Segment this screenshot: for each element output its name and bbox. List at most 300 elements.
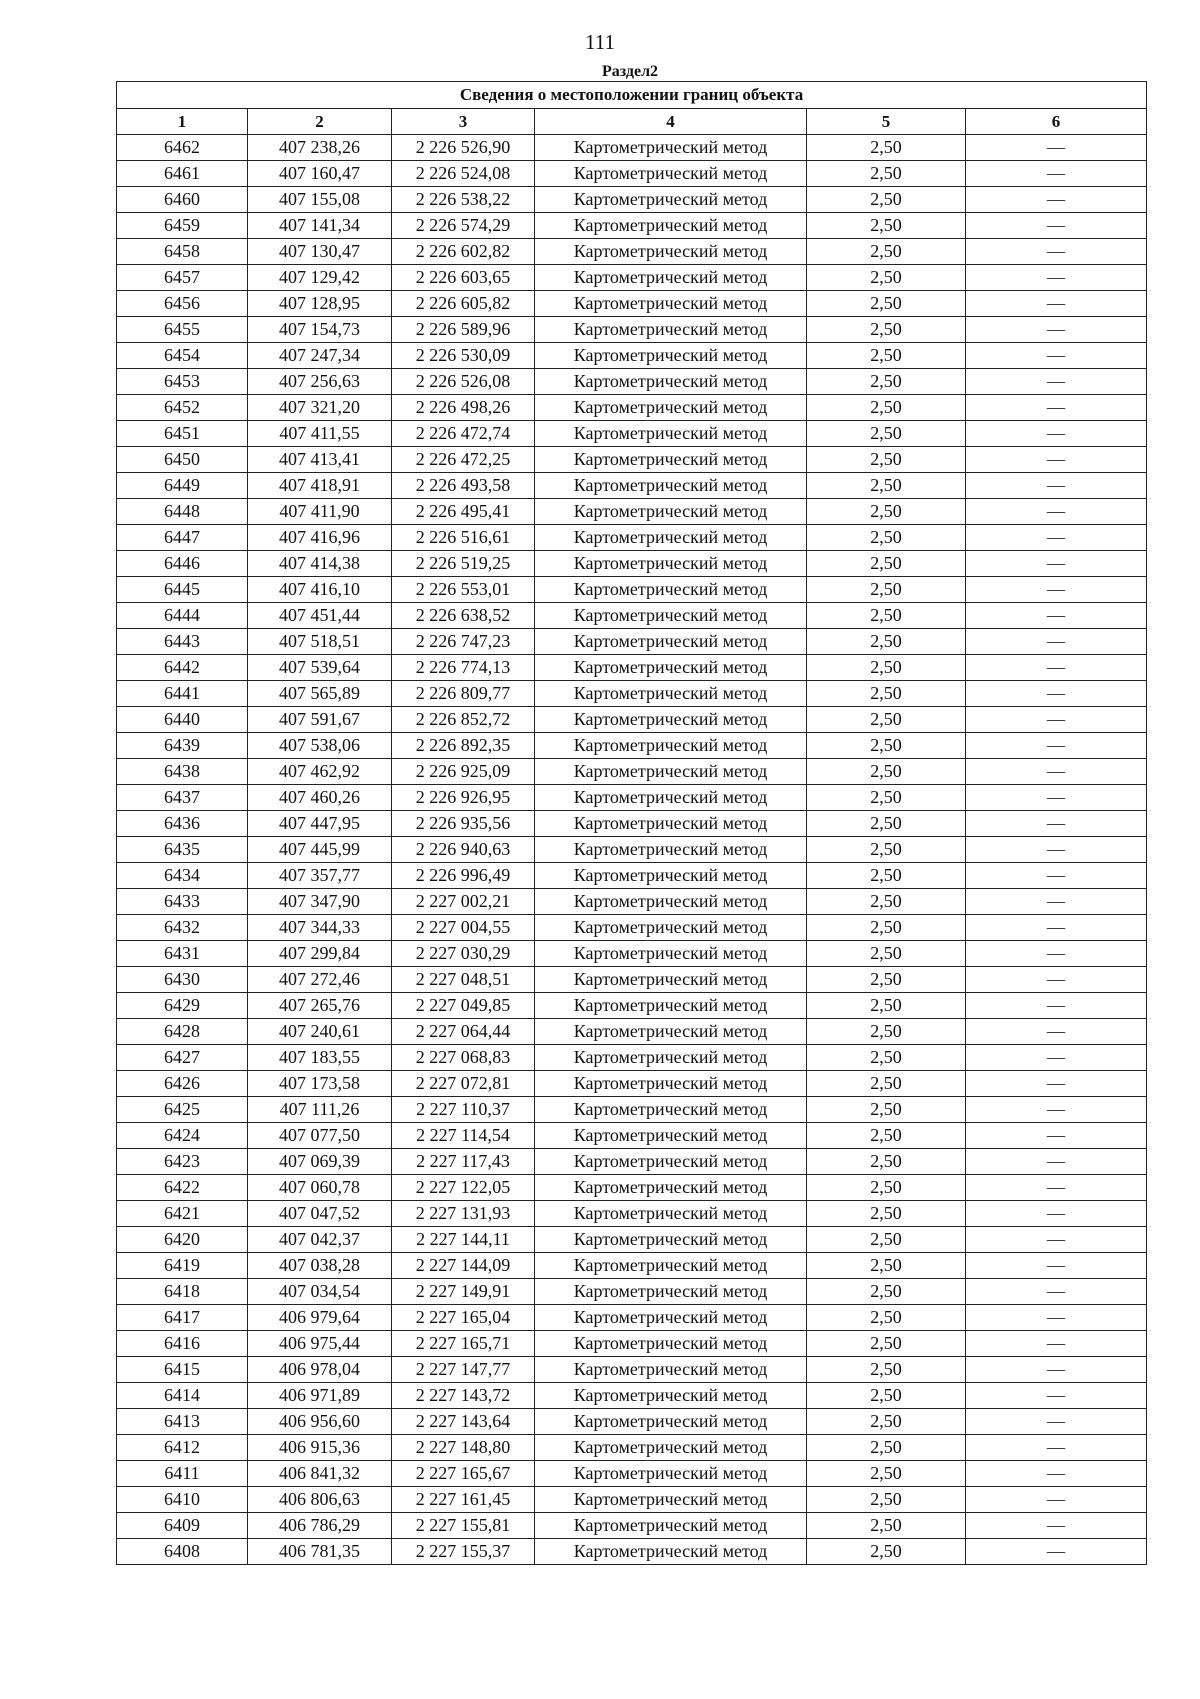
method-cell: Картометрический метод — [535, 1279, 807, 1305]
y-coordinate-cell: 2 226 553,01 — [392, 577, 535, 603]
x-coordinate-cell: 406 781,35 — [248, 1539, 392, 1565]
method-cell: Картометрический метод — [535, 1487, 807, 1513]
accuracy-cell: 2,50 — [807, 603, 966, 629]
table-row — [117, 707, 1147, 733]
y-coordinate-cell: 2 226 526,90 — [392, 135, 535, 161]
x-coordinate-cell: 407 077,50 — [248, 1123, 392, 1149]
y-coordinate-cell: 2 227 117,43 — [392, 1149, 535, 1175]
method-cell: Картометрический метод — [535, 161, 807, 187]
x-coordinate-cell: 407 321,20 — [248, 395, 392, 421]
point-number-cell: 6457 — [117, 265, 248, 291]
accuracy-cell: 2,50 — [807, 473, 966, 499]
note-cell: — — [966, 1019, 1147, 1045]
table-row — [117, 1123, 1147, 1149]
note-cell: — — [966, 681, 1147, 707]
table-row — [117, 1331, 1147, 1357]
y-coordinate-cell: 2 227 165,67 — [392, 1461, 535, 1487]
y-coordinate-cell: 2 226 925,09 — [392, 759, 535, 785]
y-coordinate-cell: 2 226 996,49 — [392, 863, 535, 889]
method-cell: Картометрический метод — [535, 707, 807, 733]
y-coordinate-cell: 2 227 048,51 — [392, 967, 535, 993]
column-header: 6 — [966, 109, 1147, 135]
table-row — [117, 1409, 1147, 1435]
accuracy-cell: 2,50 — [807, 551, 966, 577]
y-coordinate-cell: 2 227 155,37 — [392, 1539, 535, 1565]
x-coordinate-cell: 407 416,10 — [248, 577, 392, 603]
table-row — [117, 1149, 1147, 1175]
point-number-cell: 6421 — [117, 1201, 248, 1227]
accuracy-cell: 2,50 — [807, 1045, 966, 1071]
column-header: 5 — [807, 109, 966, 135]
point-number-cell: 6462 — [117, 135, 248, 161]
table-row — [117, 655, 1147, 681]
y-coordinate-cell: 2 227 004,55 — [392, 915, 535, 941]
method-cell: Картометрический метод — [535, 863, 807, 889]
column-header: 2 — [248, 109, 392, 135]
note-cell: — — [966, 369, 1147, 395]
accuracy-cell: 2,50 — [807, 681, 966, 707]
point-number-cell: 6409 — [117, 1513, 248, 1539]
table-row — [117, 1201, 1147, 1227]
method-cell: Картометрический метод — [535, 941, 807, 967]
note-cell: — — [966, 837, 1147, 863]
x-coordinate-cell: 407 155,08 — [248, 187, 392, 213]
note-cell: — — [966, 993, 1147, 1019]
accuracy-cell: 2,50 — [807, 447, 966, 473]
x-coordinate-cell: 407 416,96 — [248, 525, 392, 551]
table-row — [117, 1487, 1147, 1513]
point-number-cell: 6418 — [117, 1279, 248, 1305]
point-number-cell: 6459 — [117, 213, 248, 239]
y-coordinate-cell: 2 226 498,26 — [392, 395, 535, 421]
x-coordinate-cell: 407 154,73 — [248, 317, 392, 343]
x-coordinate-cell: 407 299,84 — [248, 941, 392, 967]
point-number-cell: 6448 — [117, 499, 248, 525]
accuracy-cell: 2,50 — [807, 707, 966, 733]
method-cell: Картометрический метод — [535, 317, 807, 343]
y-coordinate-cell: 2 227 064,44 — [392, 1019, 535, 1045]
accuracy-cell: 2,50 — [807, 941, 966, 967]
point-number-cell: 6450 — [117, 447, 248, 473]
method-cell: Картометрический метод — [535, 1461, 807, 1487]
x-coordinate-cell: 407 565,89 — [248, 681, 392, 707]
y-coordinate-cell: 2 226 524,08 — [392, 161, 535, 187]
method-cell: Картометрический метод — [535, 135, 807, 161]
point-number-cell: 6461 — [117, 161, 248, 187]
coordinates-table — [116, 81, 1147, 1565]
note-cell: — — [966, 1227, 1147, 1253]
method-cell: Картометрический метод — [535, 291, 807, 317]
y-coordinate-cell: 2 227 144,11 — [392, 1227, 535, 1253]
table-row — [117, 785, 1147, 811]
x-coordinate-cell: 406 915,36 — [248, 1435, 392, 1461]
note-cell: — — [966, 499, 1147, 525]
table-row — [117, 291, 1147, 317]
table-row — [117, 161, 1147, 187]
method-cell: Картометрический метод — [535, 915, 807, 941]
accuracy-cell: 2,50 — [807, 499, 966, 525]
accuracy-cell: 2,50 — [807, 1513, 966, 1539]
y-coordinate-cell: 2 226 526,08 — [392, 369, 535, 395]
x-coordinate-cell: 407 347,90 — [248, 889, 392, 915]
table-row — [117, 889, 1147, 915]
note-cell: — — [966, 1383, 1147, 1409]
note-cell: — — [966, 1409, 1147, 1435]
accuracy-cell: 2,50 — [807, 1539, 966, 1565]
accuracy-cell: 2,50 — [807, 1227, 966, 1253]
method-cell: Картометрический метод — [535, 265, 807, 291]
y-coordinate-cell: 2 226 605,82 — [392, 291, 535, 317]
x-coordinate-cell: 407 240,61 — [248, 1019, 392, 1045]
note-cell: — — [966, 1097, 1147, 1123]
note-cell: — — [966, 1461, 1147, 1487]
note-cell: — — [966, 421, 1147, 447]
method-cell: Картометрический метод — [535, 1201, 807, 1227]
x-coordinate-cell: 407 411,90 — [248, 499, 392, 525]
y-coordinate-cell: 2 227 030,29 — [392, 941, 535, 967]
table-row — [117, 1461, 1147, 1487]
point-number-cell: 6419 — [117, 1253, 248, 1279]
table-row — [117, 1279, 1147, 1305]
point-number-cell: 6410 — [117, 1487, 248, 1513]
y-coordinate-cell: 2 226 472,74 — [392, 421, 535, 447]
method-cell: Картометрический метод — [535, 967, 807, 993]
note-cell: — — [966, 577, 1147, 603]
accuracy-cell: 2,50 — [807, 395, 966, 421]
table-row — [117, 187, 1147, 213]
point-number-cell: 6425 — [117, 1097, 248, 1123]
table-row — [117, 811, 1147, 837]
note-cell: — — [966, 1513, 1147, 1539]
table-row — [117, 1071, 1147, 1097]
method-cell: Картометрический метод — [535, 525, 807, 551]
accuracy-cell: 2,50 — [807, 1331, 966, 1357]
note-cell: — — [966, 1487, 1147, 1513]
y-coordinate-cell: 2 226 493,58 — [392, 473, 535, 499]
accuracy-cell: 2,50 — [807, 1487, 966, 1513]
note-cell: — — [966, 1123, 1147, 1149]
table-row — [117, 265, 1147, 291]
accuracy-cell: 2,50 — [807, 863, 966, 889]
y-coordinate-cell: 2 227 165,71 — [392, 1331, 535, 1357]
table-row — [117, 317, 1147, 343]
page-number: 111 — [585, 30, 615, 54]
point-number-cell: 6441 — [117, 681, 248, 707]
method-cell: Картометрический метод — [535, 1227, 807, 1253]
point-number-cell: 6414 — [117, 1383, 248, 1409]
note-cell: — — [966, 239, 1147, 265]
note-cell: — — [966, 343, 1147, 369]
x-coordinate-cell: 407 539,64 — [248, 655, 392, 681]
note-cell: — — [966, 187, 1147, 213]
note-cell: — — [966, 447, 1147, 473]
y-coordinate-cell: 2 227 165,04 — [392, 1305, 535, 1331]
point-number-cell: 6420 — [117, 1227, 248, 1253]
accuracy-cell: 2,50 — [807, 993, 966, 1019]
table-row — [117, 837, 1147, 863]
point-number-cell: 6413 — [117, 1409, 248, 1435]
table-row — [117, 1539, 1147, 1565]
table-row — [117, 993, 1147, 1019]
method-cell: Картометрический метод — [535, 421, 807, 447]
note-cell: — — [966, 135, 1147, 161]
method-cell: Картометрический метод — [535, 993, 807, 1019]
accuracy-cell: 2,50 — [807, 837, 966, 863]
point-number-cell: 6408 — [117, 1539, 248, 1565]
method-cell: Картометрический метод — [535, 473, 807, 499]
x-coordinate-cell: 407 238,26 — [248, 135, 392, 161]
point-number-cell: 6424 — [117, 1123, 248, 1149]
table-row — [117, 1175, 1147, 1201]
point-number-cell: 6412 — [117, 1435, 248, 1461]
method-cell: Картометрический метод — [535, 603, 807, 629]
table-row — [117, 213, 1147, 239]
note-cell: — — [966, 759, 1147, 785]
y-coordinate-cell: 2 226 519,25 — [392, 551, 535, 577]
x-coordinate-cell: 407 591,67 — [248, 707, 392, 733]
table-row — [117, 941, 1147, 967]
y-coordinate-cell: 2 227 068,83 — [392, 1045, 535, 1071]
x-coordinate-cell: 406 971,89 — [248, 1383, 392, 1409]
accuracy-cell: 2,50 — [807, 135, 966, 161]
y-coordinate-cell: 2 227 148,80 — [392, 1435, 535, 1461]
y-coordinate-cell: 2 227 131,93 — [392, 1201, 535, 1227]
x-coordinate-cell: 407 069,39 — [248, 1149, 392, 1175]
column-header: 4 — [535, 109, 807, 135]
point-number-cell: 6449 — [117, 473, 248, 499]
accuracy-cell: 2,50 — [807, 785, 966, 811]
y-coordinate-cell: 2 227 144,09 — [392, 1253, 535, 1279]
x-coordinate-cell: 407 256,63 — [248, 369, 392, 395]
x-coordinate-cell: 406 841,32 — [248, 1461, 392, 1487]
y-coordinate-cell: 2 226 589,96 — [392, 317, 535, 343]
x-coordinate-cell: 407 445,99 — [248, 837, 392, 863]
accuracy-cell: 2,50 — [807, 317, 966, 343]
method-cell: Картометрический метод — [535, 343, 807, 369]
point-number-cell: 6443 — [117, 629, 248, 655]
note-cell: — — [966, 1045, 1147, 1071]
y-coordinate-cell: 2 227 049,85 — [392, 993, 535, 1019]
table-row — [117, 1253, 1147, 1279]
accuracy-cell: 2,50 — [807, 889, 966, 915]
note-cell: — — [966, 1201, 1147, 1227]
method-cell: Картометрический метод — [535, 1045, 807, 1071]
accuracy-cell: 2,50 — [807, 1409, 966, 1435]
x-coordinate-cell: 407 344,33 — [248, 915, 392, 941]
point-number-cell: 6453 — [117, 369, 248, 395]
note-cell: — — [966, 551, 1147, 577]
y-coordinate-cell: 2 227 161,45 — [392, 1487, 535, 1513]
method-cell: Картометрический метод — [535, 447, 807, 473]
accuracy-cell: 2,50 — [807, 1019, 966, 1045]
x-coordinate-cell: 407 130,47 — [248, 239, 392, 265]
table-row — [117, 135, 1147, 161]
accuracy-cell: 2,50 — [807, 915, 966, 941]
note-cell: — — [966, 473, 1147, 499]
point-number-cell: 6435 — [117, 837, 248, 863]
point-number-cell: 6458 — [117, 239, 248, 265]
table-row — [117, 967, 1147, 993]
x-coordinate-cell: 406 978,04 — [248, 1357, 392, 1383]
y-coordinate-cell: 2 227 110,37 — [392, 1097, 535, 1123]
note-cell: — — [966, 1279, 1147, 1305]
note-cell: — — [966, 1071, 1147, 1097]
method-cell: Картометрический метод — [535, 837, 807, 863]
point-number-cell: 6426 — [117, 1071, 248, 1097]
table-row — [117, 369, 1147, 395]
point-number-cell: 6451 — [117, 421, 248, 447]
method-cell: Картометрический метод — [535, 889, 807, 915]
x-coordinate-cell: 407 418,91 — [248, 473, 392, 499]
point-number-cell: 6427 — [117, 1045, 248, 1071]
point-number-cell: 6430 — [117, 967, 248, 993]
note-cell: — — [966, 967, 1147, 993]
table-row — [117, 395, 1147, 421]
method-cell: Картометрический метод — [535, 785, 807, 811]
x-coordinate-cell: 407 447,95 — [248, 811, 392, 837]
method-cell: Картометрический метод — [535, 681, 807, 707]
table-row — [117, 1227, 1147, 1253]
table-row — [117, 1045, 1147, 1071]
y-coordinate-cell: 2 226 495,41 — [392, 499, 535, 525]
x-coordinate-cell: 407 038,28 — [248, 1253, 392, 1279]
accuracy-cell: 2,50 — [807, 967, 966, 993]
x-coordinate-cell: 406 956,60 — [248, 1409, 392, 1435]
note-cell: — — [966, 1175, 1147, 1201]
table-row — [117, 1383, 1147, 1409]
table-row — [117, 473, 1147, 499]
point-number-cell: 6417 — [117, 1305, 248, 1331]
note-cell: — — [966, 1539, 1147, 1565]
table-row — [117, 759, 1147, 785]
method-cell: Картометрический метод — [535, 1097, 807, 1123]
table-row — [117, 733, 1147, 759]
point-number-cell: 6437 — [117, 785, 248, 811]
method-cell: Картометрический метод — [535, 499, 807, 525]
y-coordinate-cell: 2 226 774,13 — [392, 655, 535, 681]
note-cell: — — [966, 213, 1147, 239]
y-coordinate-cell: 2 227 155,81 — [392, 1513, 535, 1539]
method-cell: Картометрический метод — [535, 1409, 807, 1435]
accuracy-cell: 2,50 — [807, 1201, 966, 1227]
method-cell: Картометрический метод — [535, 1071, 807, 1097]
accuracy-cell: 2,50 — [807, 1149, 966, 1175]
method-cell: Картометрический метод — [535, 551, 807, 577]
method-cell: Картометрический метод — [535, 811, 807, 837]
table-row — [117, 525, 1147, 551]
column-header: 3 — [392, 109, 535, 135]
accuracy-cell: 2,50 — [807, 655, 966, 681]
y-coordinate-cell: 2 227 143,64 — [392, 1409, 535, 1435]
point-number-cell: 6444 — [117, 603, 248, 629]
note-cell: — — [966, 1305, 1147, 1331]
table-row — [117, 1097, 1147, 1123]
accuracy-cell: 2,50 — [807, 1461, 966, 1487]
point-number-cell: 6436 — [117, 811, 248, 837]
y-coordinate-cell: 2 227 002,21 — [392, 889, 535, 915]
x-coordinate-cell: 407 160,47 — [248, 161, 392, 187]
note-cell: — — [966, 1435, 1147, 1461]
method-cell: Картометрический метод — [535, 1383, 807, 1409]
x-coordinate-cell: 406 975,44 — [248, 1331, 392, 1357]
note-cell: — — [966, 291, 1147, 317]
point-number-cell: 6452 — [117, 395, 248, 421]
point-number-cell: 6431 — [117, 941, 248, 967]
table-row — [117, 447, 1147, 473]
point-number-cell: 6423 — [117, 1149, 248, 1175]
note-cell: — — [966, 1149, 1147, 1175]
y-coordinate-cell: 2 226 809,77 — [392, 681, 535, 707]
note-cell: — — [966, 707, 1147, 733]
method-cell: Картометрический метод — [535, 369, 807, 395]
note-cell: — — [966, 603, 1147, 629]
accuracy-cell: 2,50 — [807, 161, 966, 187]
point-number-cell: 6445 — [117, 577, 248, 603]
accuracy-cell: 2,50 — [807, 187, 966, 213]
x-coordinate-cell: 407 128,95 — [248, 291, 392, 317]
accuracy-cell: 2,50 — [807, 525, 966, 551]
note-cell: — — [966, 655, 1147, 681]
x-coordinate-cell: 406 786,29 — [248, 1513, 392, 1539]
accuracy-cell: 2,50 — [807, 1435, 966, 1461]
accuracy-cell: 2,50 — [807, 265, 966, 291]
note-cell: — — [966, 395, 1147, 421]
note-cell: — — [966, 941, 1147, 967]
y-coordinate-cell: 2 227 149,91 — [392, 1279, 535, 1305]
x-coordinate-cell: 407 047,52 — [248, 1201, 392, 1227]
accuracy-cell: 2,50 — [807, 1123, 966, 1149]
point-number-cell: 6442 — [117, 655, 248, 681]
method-cell: Картометрический метод — [535, 629, 807, 655]
table-row — [117, 239, 1147, 265]
x-coordinate-cell: 406 806,63 — [248, 1487, 392, 1513]
y-coordinate-cell: 2 227 147,77 — [392, 1357, 535, 1383]
accuracy-cell: 2,50 — [807, 213, 966, 239]
note-cell: — — [966, 629, 1147, 655]
point-number-cell: 6455 — [117, 317, 248, 343]
method-cell: Картометрический метод — [535, 1513, 807, 1539]
note-cell: — — [966, 161, 1147, 187]
y-coordinate-cell: 2 226 940,63 — [392, 837, 535, 863]
table-row — [117, 1435, 1147, 1461]
point-number-cell: 6447 — [117, 525, 248, 551]
method-cell: Картометрический метод — [535, 1435, 807, 1461]
x-coordinate-cell: 407 042,37 — [248, 1227, 392, 1253]
table-row — [117, 499, 1147, 525]
note-cell: — — [966, 525, 1147, 551]
table-row — [117, 1513, 1147, 1539]
table-row — [117, 681, 1147, 707]
y-coordinate-cell: 2 227 122,05 — [392, 1175, 535, 1201]
point-number-cell: 6422 — [117, 1175, 248, 1201]
x-coordinate-cell: 407 460,26 — [248, 785, 392, 811]
table-header-row — [117, 109, 1147, 135]
y-coordinate-cell: 2 226 638,52 — [392, 603, 535, 629]
accuracy-cell: 2,50 — [807, 1357, 966, 1383]
accuracy-cell: 2,50 — [807, 577, 966, 603]
accuracy-cell: 2,50 — [807, 1097, 966, 1123]
table-row — [117, 343, 1147, 369]
column-header: 1 — [117, 109, 248, 135]
accuracy-cell: 2,50 — [807, 1305, 966, 1331]
point-number-cell: 6439 — [117, 733, 248, 759]
note-cell: — — [966, 1331, 1147, 1357]
accuracy-cell: 2,50 — [807, 421, 966, 447]
y-coordinate-cell: 2 226 602,82 — [392, 239, 535, 265]
accuracy-cell: 2,50 — [807, 759, 966, 785]
x-coordinate-cell: 407 111,26 — [248, 1097, 392, 1123]
accuracy-cell: 2,50 — [807, 733, 966, 759]
